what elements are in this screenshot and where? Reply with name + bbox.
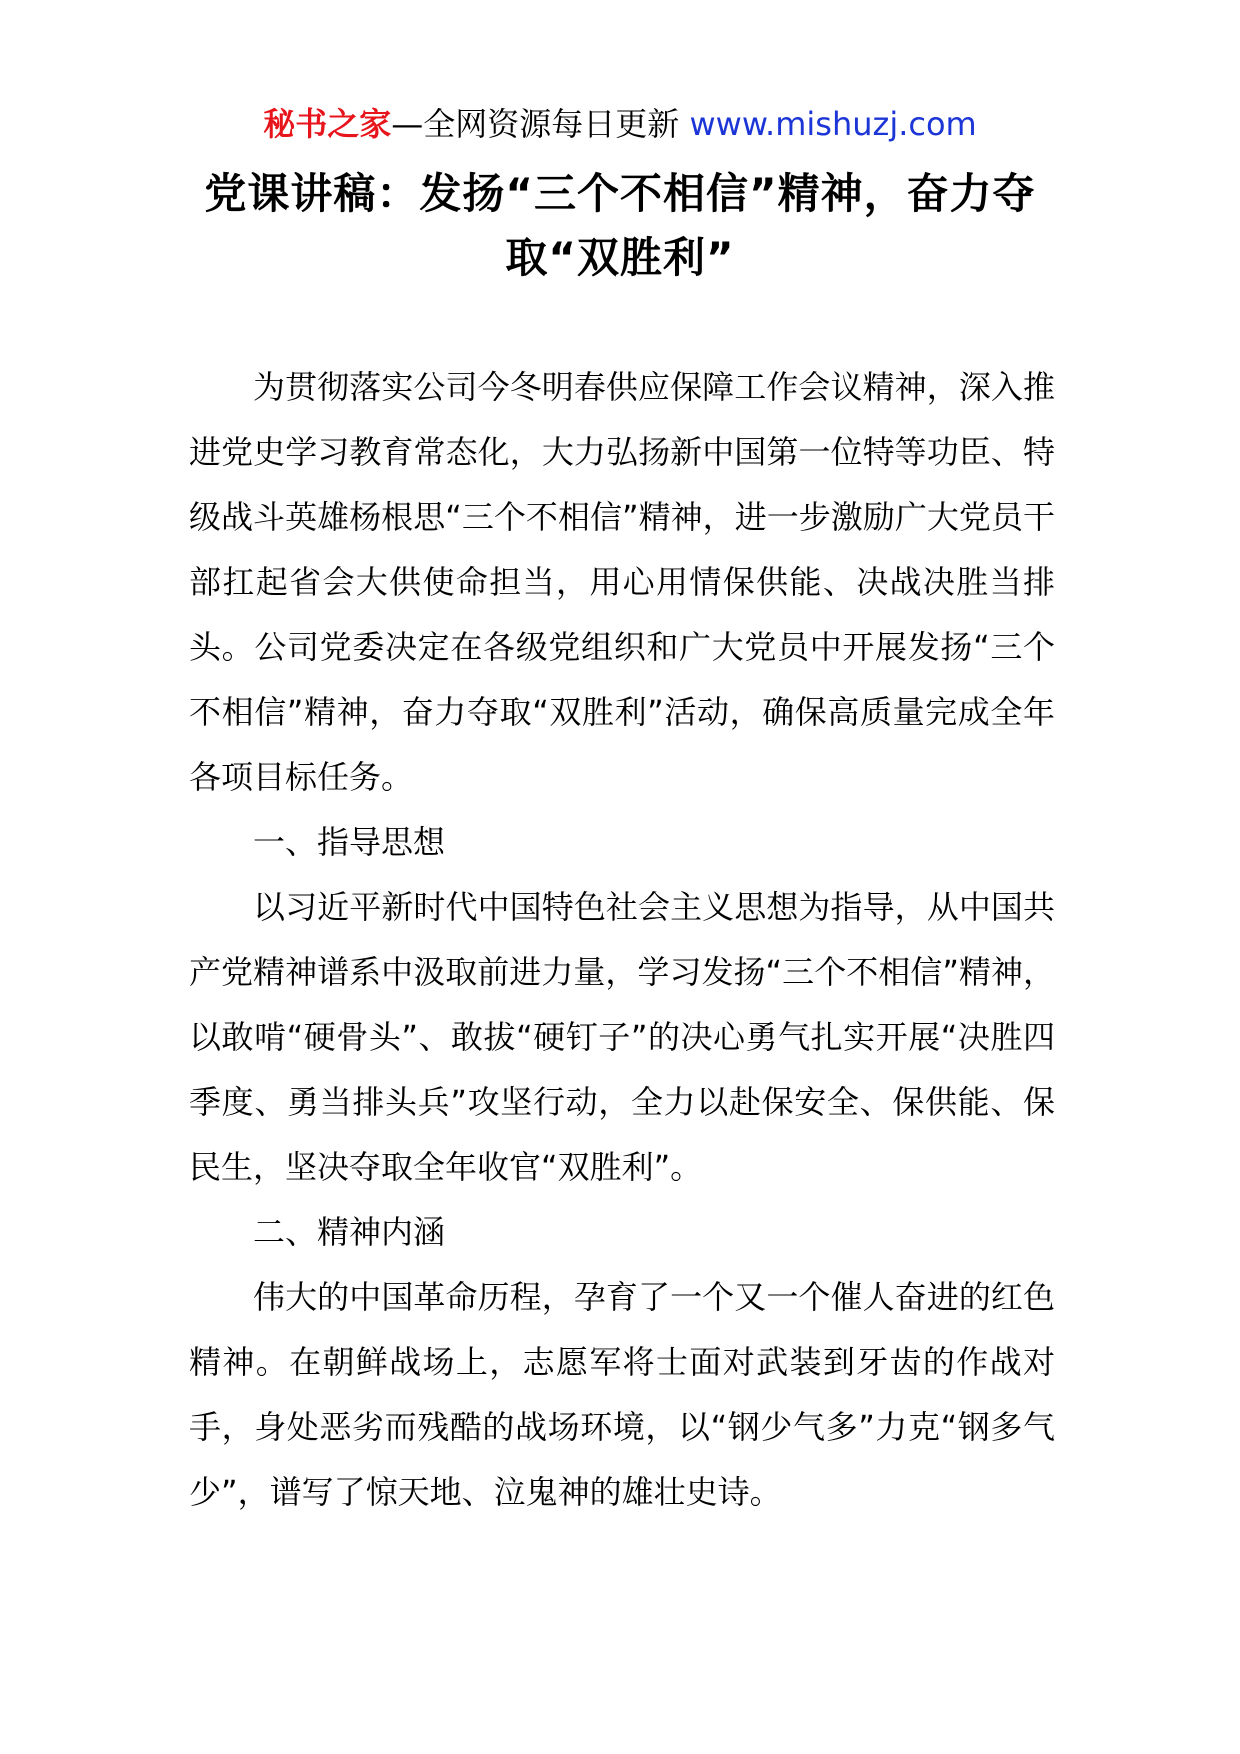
- site-tagline: —全网资源每日更新: [391, 105, 690, 143]
- site-header: [0, 102, 1240, 146]
- paragraph-spirit-connotation: 伟大的中国革命历程，孕育了一个又一个催人奋进的红色精神。在朝鲜战场上，志愿军将士面对武装到牙齿的作战对手，身处恶劣而残酷的战场环境，以“钢少气多”力克“钢多气少”，谱写了惊天地、泣鬼神的雄壮史诗。: [189, 1278, 1055, 1511]
- site-brand: 秘书之家: [263, 105, 392, 143]
- document-body: [189, 355, 1055, 1525]
- paragraph-intro: 为贯彻落实公司今冬明春供应保障工作会议精神，深入推进党史学习教育常态化，大力弘扬新中国第一位特等功臣、特级战斗英雄杨根思“三个不相信”精神，进一步激励广大党员干部扛起省会大供使命担当，用心用情保供能、决战决胜当排头。公司党委决定在各级党组织和广大党员中开展发扬“三个不相信”精神，奋力夺取“双胜利”活动，确保高质量完成全年各项目标任务。: [189, 368, 1055, 796]
- section-heading-spirit-connotation: 二、精神内涵: [253, 1213, 446, 1251]
- document-title: 党课讲稿：发扬“三个不相信”精神，奋力夺取“双胜利”: [204, 169, 1036, 282]
- paragraph-guiding-thought: 以习近平新时代中国特色社会主义思想为指导，从中国共产党精神谱系中汲取前进力量，学习发扬“三个不相信”精神，以敢啃“硬骨头”、敢拔“硬钉子”的决心勇气扎实开展“决胜四季度、勇当排头兵”攻坚行动，全力以赴保安全、保供能、保民生，坚决夺取全年收官“双胜利”。: [189, 888, 1055, 1186]
- site-url[interactable]: www.mishuzj.com: [689, 105, 977, 143]
- section-heading-guiding-thought: 一、指导思想: [253, 823, 446, 861]
